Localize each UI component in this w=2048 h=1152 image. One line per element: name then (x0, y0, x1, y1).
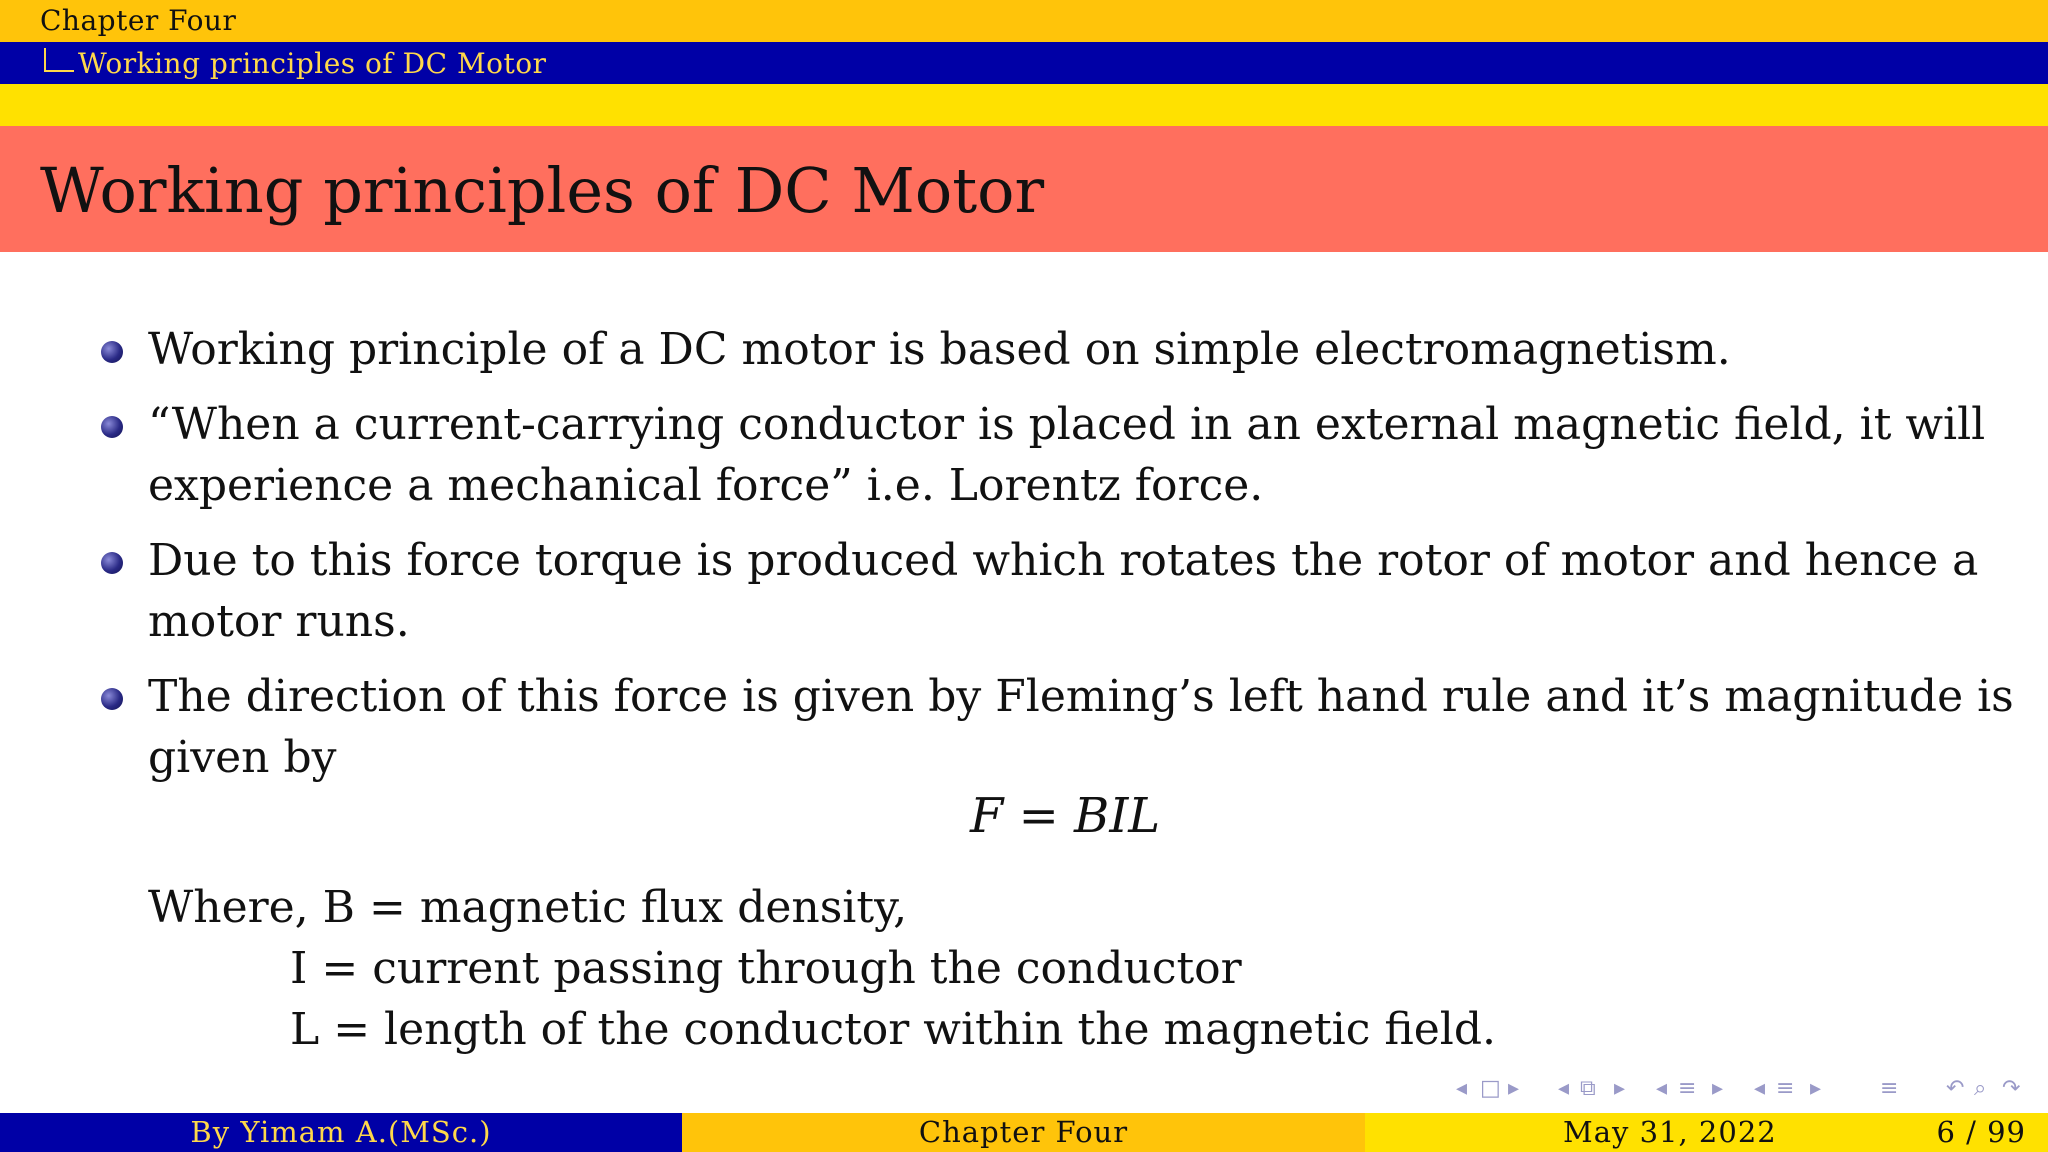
equation: F = BIL (970, 788, 1161, 844)
next-frame-icon[interactable]: ▸ (1614, 1076, 1626, 1101)
next-subsection-icon[interactable]: ▸ (1712, 1076, 1724, 1101)
document-icon[interactable]: ≡ (1880, 1076, 1899, 1101)
next-section-icon[interactable]: ▸ (1810, 1076, 1822, 1101)
back-icon[interactable]: ↶ (1946, 1076, 1965, 1101)
bullet-icon (101, 688, 123, 710)
footer-title-bar (682, 1113, 1365, 1152)
bullet-line: motor runs. (148, 596, 410, 647)
bullet-icon (101, 341, 123, 363)
header-spacer-bar (0, 84, 2048, 126)
header-section-title[interactable]: Chapter Four (40, 4, 237, 37)
bullet-line: Due to this force torque is produced which rotates the rotor of motor and hence a (148, 535, 1979, 586)
footer-page-number: 6 / 99 (1936, 1115, 2026, 1149)
beamer-navigation-symbols (1456, 1072, 2036, 1108)
prev-frame-icon[interactable]: ◂ (1558, 1076, 1570, 1101)
subsection-icon[interactable]: ≡ (1678, 1076, 1697, 1101)
frame-icon[interactable]: ⧉ (1580, 1076, 1596, 1101)
bullet-line: experience a mechanical force” i.e. Lorentz force. (148, 460, 1264, 511)
footer-author: By Yimam A.(MSc.) (190, 1115, 492, 1149)
prev-section-icon[interactable]: ◂ (1754, 1076, 1766, 1101)
bullet-line: Working principle of a DC motor is based on simple electromagnetism. (148, 324, 1731, 375)
footer-title: Chapter Four (918, 1115, 1129, 1149)
footer-author-bar (0, 1113, 682, 1152)
prev-subsection-icon[interactable]: ◂ (1656, 1076, 1668, 1101)
section-icon[interactable]: ≡ (1776, 1076, 1795, 1101)
header-subsection-bar (0, 42, 2048, 84)
bullet-line: The direction of this force is given by Fleming’s left hand rule and it’s magnitude is (148, 671, 2014, 722)
tree-branch-icon (44, 48, 74, 72)
header-section-bar (0, 0, 2048, 42)
footer-date-bar (1365, 1113, 2048, 1152)
definition-line: I = current passing through the conductor (290, 943, 1242, 994)
next-slide-icon[interactable]: ▸ (1508, 1076, 1520, 1101)
definition-line: L = length of the conductor within the magnetic field. (290, 1004, 1496, 1055)
search-icon[interactable]: ⌕ (1974, 1076, 1987, 1101)
footer-date: May 31, 2022 (1563, 1115, 1777, 1149)
forward-icon[interactable]: ↷ (2002, 1076, 2021, 1101)
slide-icon[interactable]: □ (1480, 1076, 1501, 1101)
header-subsection-title[interactable]: Working principles of DC Motor (78, 47, 547, 80)
prev-slide-icon[interactable]: ◂ (1456, 1076, 1468, 1101)
frame-title: Working principles of DC Motor (40, 154, 1045, 227)
bullet-icon (101, 552, 123, 574)
bullet-icon (101, 416, 123, 438)
bullet-line: given by (148, 732, 337, 783)
definition-line: Where, B = magnetic flux density, (148, 882, 908, 933)
bullet-line: “When a current-carrying conductor is placed in an external magnetic field, it will (148, 399, 1986, 450)
frame-title-bar (0, 126, 2048, 252)
